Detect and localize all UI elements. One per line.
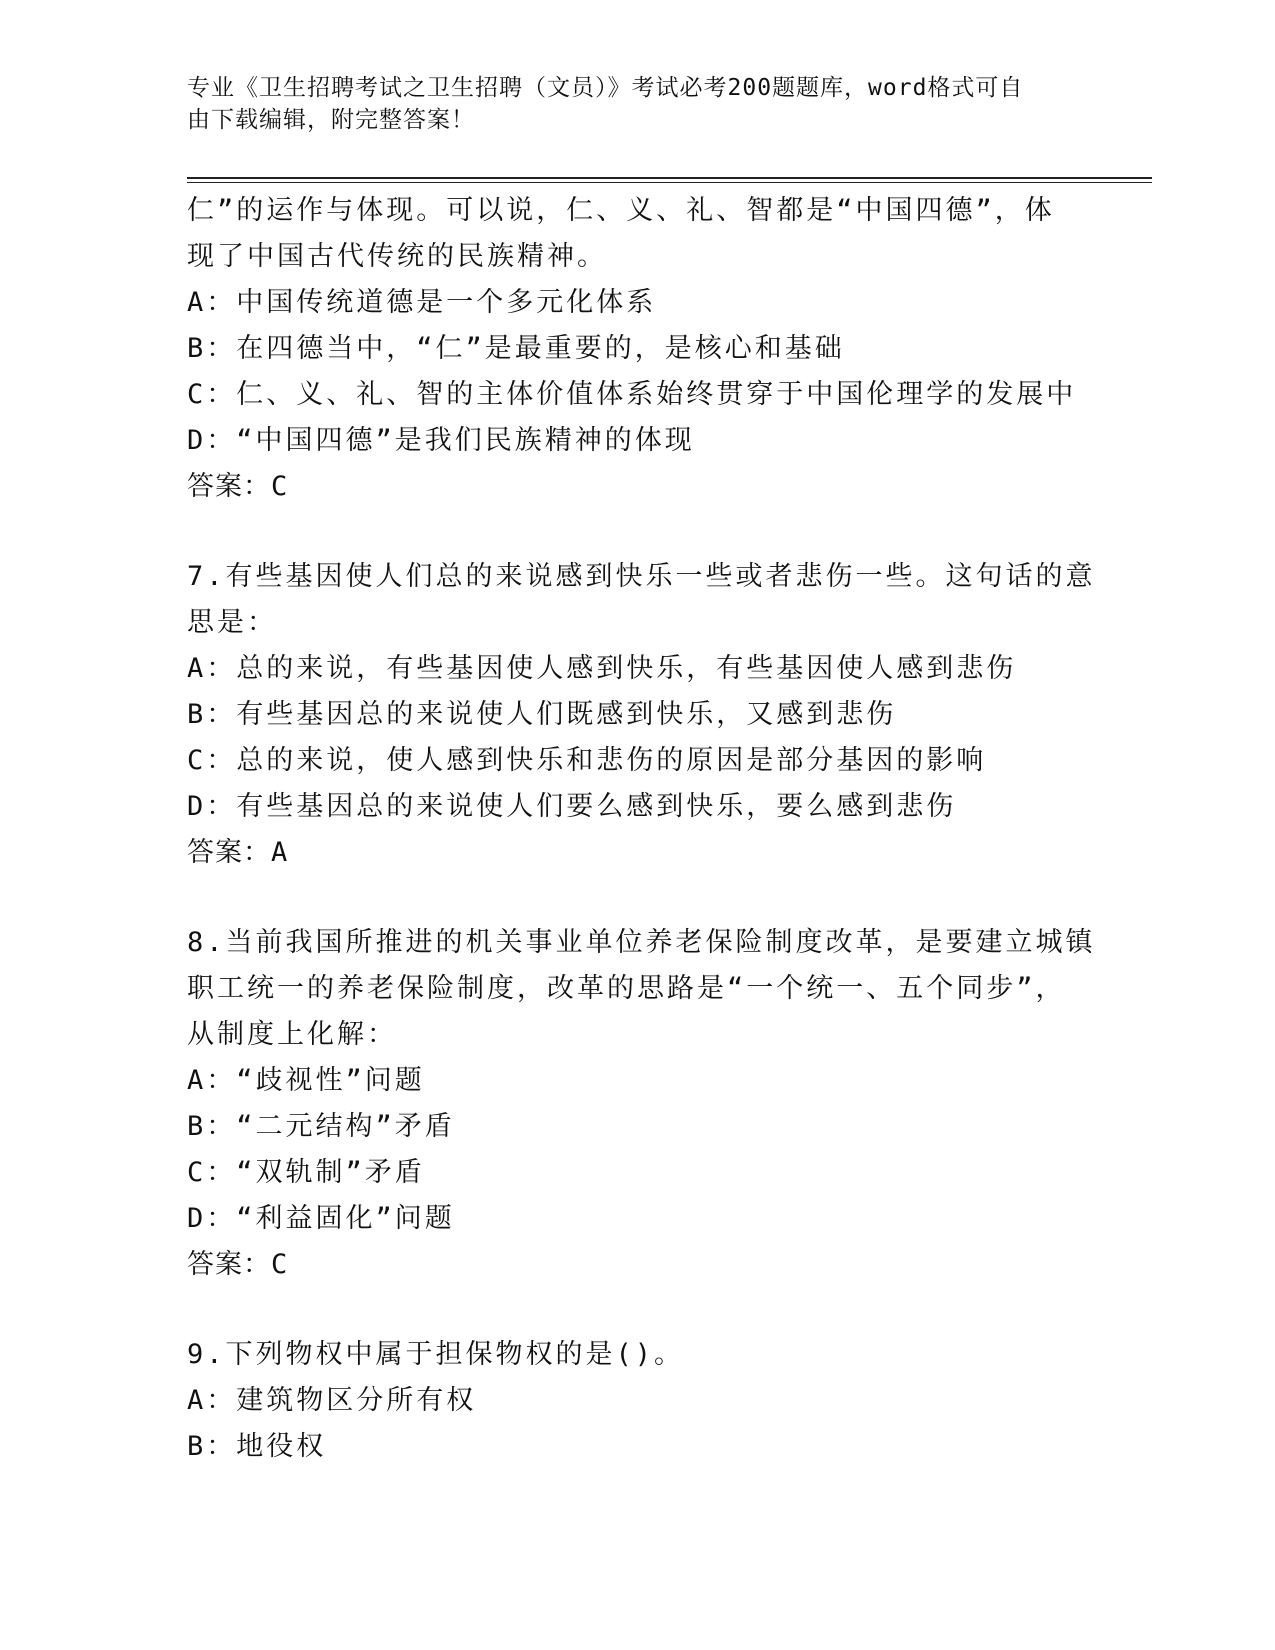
question-spacer <box>187 510 1087 554</box>
question-stem-line: 7.有些基因使人们总的来说感到快乐一些或者悲伤一些。这句话的意 <box>187 561 1096 592</box>
option-a: A：建筑物区分所有权 <box>187 1385 477 1416</box>
option-c: C：“双轨制”矛盾 <box>187 1157 425 1188</box>
header-title-line-2: 由下载编辑，附完整答案！ <box>187 107 475 133</box>
answer-line: 答案：A <box>187 837 289 868</box>
question-stem-line: 仁”的运作与体现。可以说，仁、义、礼、智都是“中国四德”，体 <box>187 195 1055 226</box>
option-d: D：有些基因总的来说使人们要么感到快乐，要么感到悲伤 <box>187 791 957 822</box>
question-8 <box>187 920 1096 1288</box>
option-b: B：在四德当中，“仁”是最重要的，是核心和基础 <box>187 333 845 364</box>
header-title-line-1: 专业《卫生招聘考试之卫生招聘（文员）》考试必考200题题库，word格式可自 <box>187 75 1024 101</box>
document-header <box>187 72 1067 136</box>
answer-line: 答案：C <box>187 1249 289 1280</box>
question-spacer <box>187 1288 1087 1332</box>
option-a: A：总的来说，有些基因使人感到快乐，有些基因使人感到悲伤 <box>187 653 1017 684</box>
question-7 <box>187 554 1096 876</box>
answer-line: 答案：C <box>187 471 289 502</box>
question-9 <box>187 1332 1087 1470</box>
question-list <box>187 188 1096 1470</box>
question-stem-line: 8.当前我国所推进的机关事业单位养老保险制度改革，是要建立城镇 <box>187 927 1096 958</box>
option-d: D：“利益固化”问题 <box>187 1203 455 1234</box>
option-d: D：“中国四德”是我们民族精神的体现 <box>187 425 695 456</box>
question-6 <box>187 188 1087 510</box>
option-b: B：“二元结构”矛盾 <box>187 1111 455 1142</box>
question-spacer <box>187 876 1087 920</box>
option-a: A：中国传统道德是一个多元化体系 <box>187 287 657 318</box>
question-stem-line: 思是： <box>187 607 277 638</box>
option-b: B：有些基因总的来说使人们既感到快乐，又感到悲伤 <box>187 699 897 730</box>
option-b: B：地役权 <box>187 1431 327 1462</box>
question-stem-line: 现了中国古代传统的民族精神。 <box>187 241 607 272</box>
header-divider <box>187 177 1152 183</box>
option-c: C：仁、义、礼、智的主体价值体系始终贯穿于中国伦理学的发展中 <box>187 379 1077 410</box>
option-c: C：总的来说，使人感到快乐和悲伤的原因是部分基因的影响 <box>187 745 987 776</box>
question-stem-line: 9.下列物权中属于担保物权的是()。 <box>187 1339 685 1370</box>
question-stem-line: 从制度上化解： <box>187 1019 397 1050</box>
option-a: A：“歧视性”问题 <box>187 1065 425 1096</box>
question-stem-line: 职工统一的养老保险制度，改革的思路是“一个统一、五个同步”， <box>187 973 1066 1004</box>
